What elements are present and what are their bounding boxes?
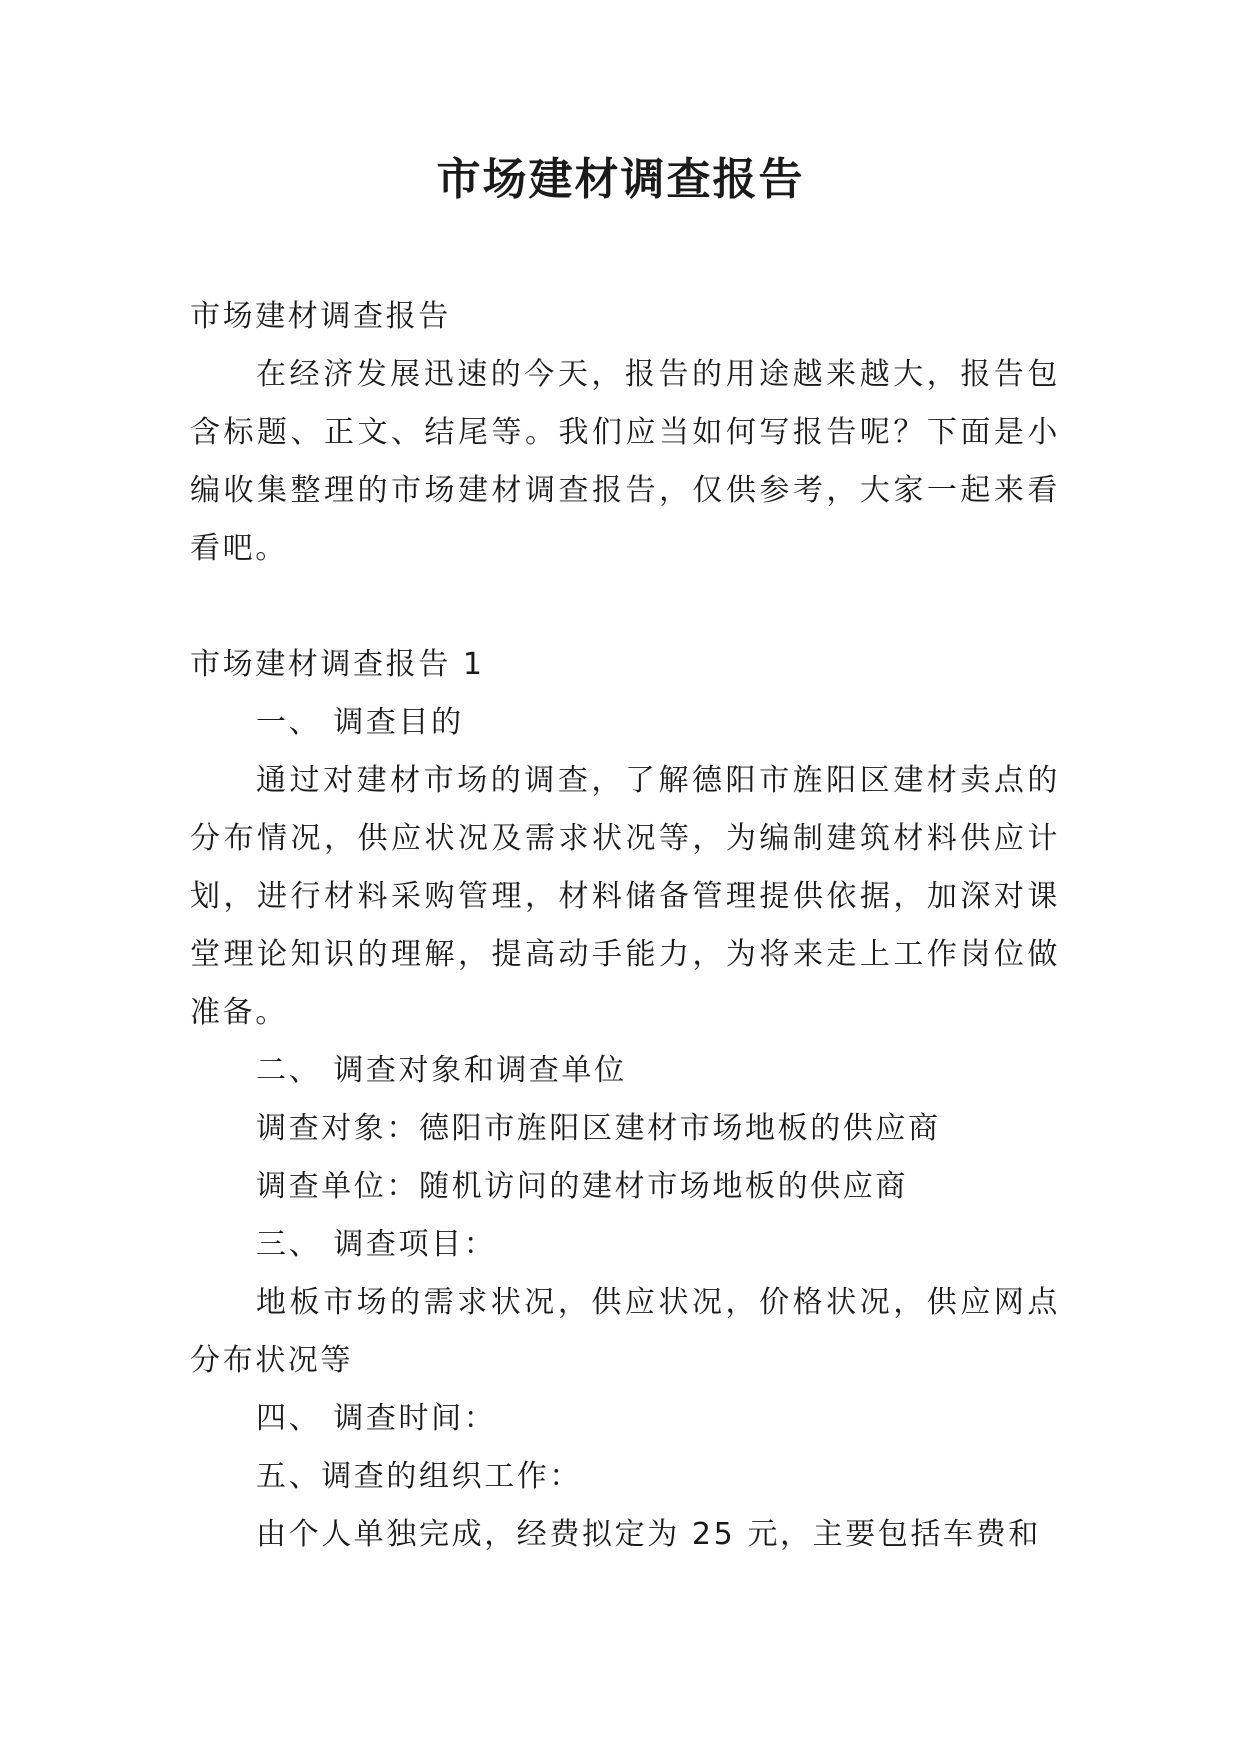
report1-heading: 市场建材调查报告 1 [190,647,485,682]
section-heading-organization: 五、调查的组织工作： [256,1459,582,1494]
organization-paragraph: 由个人单独完成，经费拟定为 25 元，主要包括车费和 [256,1517,1041,1552]
survey-unit-line: 调查单位：随机访问的建材市场地板的供应商 [256,1169,908,1204]
intro-paragraph: 在经济发展迅速的今天，报告的用途越来越大，报告包含标题、正文、结尾等。我们应当如何写报告呢？下面是小编收集整理的市场建材调查报告，仅供参考，大家一起来看看吧。 [190,357,1060,566]
document-title: 市场建材调查报告 [436,154,805,205]
report1-section [190,636,1060,1564]
section-heading-purpose: 一、 调查目的 [256,705,464,740]
section-heading-time: 四、 调查时间： [256,1401,497,1436]
intro-section [190,288,1060,578]
items-paragraph: 地板市场的需求状况，供应状况，价格状况，供应网点分布状况等 [190,1285,1060,1378]
survey-object-line: 调查对象：德阳市旌阳区建材市场地板的供应商 [256,1111,941,1146]
purpose-paragraph: 通过对建材市场的调查，了解德阳市旌阳区建材卖点的分布情况，供应状况及需求状况等，为编制建筑材料供应计划，进行材料采购管理，材料储备管理提供依据，加深对课堂理论知识的理解，提高动手能力，为将来走上工作岗位做准备。 [190,763,1060,1030]
intro-heading: 市场建材调查报告 [190,299,451,334]
section-heading-items: 三、 调查项目： [256,1227,497,1262]
section-heading-objects: 二、 调查对象和调查单位 [256,1053,627,1088]
